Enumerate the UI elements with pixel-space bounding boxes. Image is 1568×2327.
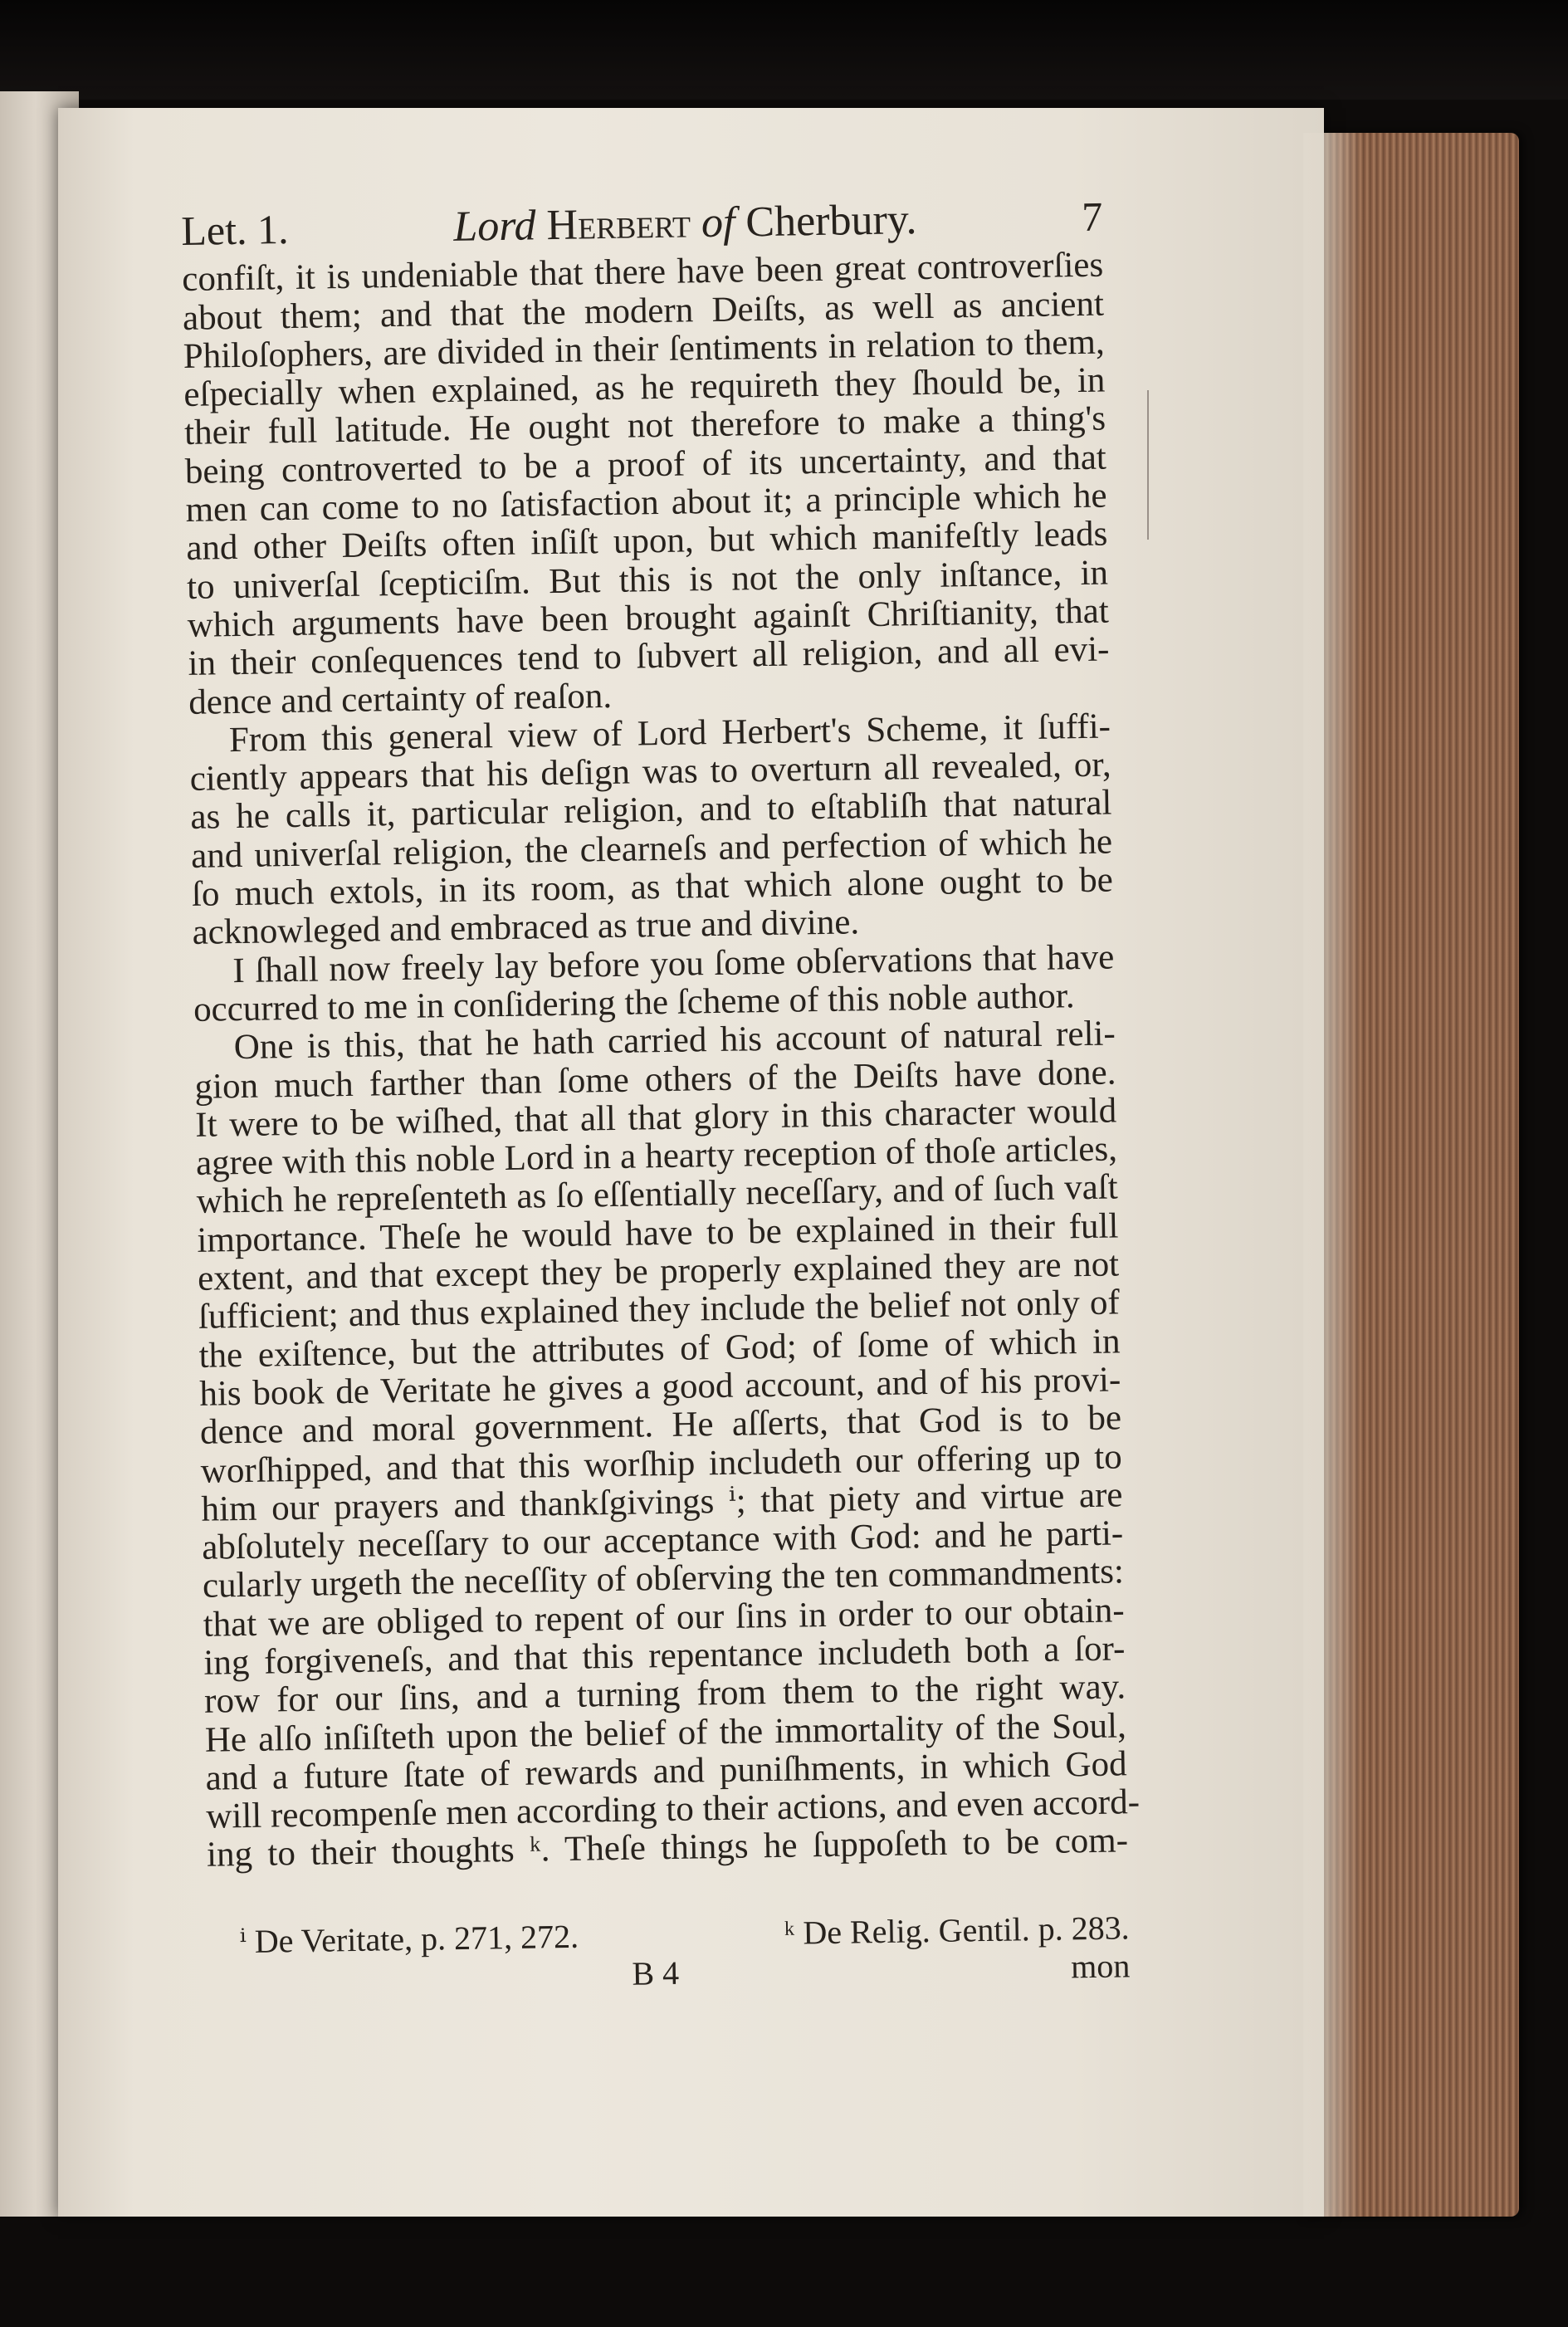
text-line: ing forgiveneſs, and that this repentance includeth both a ſor- <box>203 1629 1126 1683</box>
text-line: dence and certainty of reaſon. <box>188 676 613 722</box>
text-line: ſufficient; and thus explained they include the belief not only of <box>198 1283 1121 1337</box>
text-line: and other Deiſts often inſiſt upon, but which manifeſtly leads <box>186 514 1108 569</box>
text-line: dence and moral government. He aſſerts, that God is to be <box>199 1398 1122 1453</box>
text-line: He alſo inſiſteth upon the belief of the immortality of the Soul, <box>204 1705 1127 1760</box>
running-head-cherbury: Cherbury. <box>745 196 917 247</box>
text-line: in their conſequences tend to ſubvert all religion, and all evi- <box>188 629 1110 684</box>
running-head-herbert: Herbert <box>546 199 691 250</box>
text-line: From this general view of Lord Herbert's Scheme, it ſuffi- <box>228 706 1111 760</box>
running-head-lord: Lord <box>452 202 536 251</box>
page-number: 7 <box>1081 193 1103 240</box>
text-line: acknowleged and embraced as true and divine. <box>192 902 860 953</box>
page-edge-shade <box>1303 133 1361 2217</box>
text-line: eſpecially when explained, as he requireth they ſhould be, in <box>183 360 1106 415</box>
text-line: cularly urgeth the neceſſity of obſerving the ten commandments: <box>202 1552 1125 1606</box>
text-line: It were to be wiſhed, that all that glory in this character would <box>194 1091 1117 1145</box>
text-line: ſo much extols, in its room, as that which alone ought to be <box>191 860 1114 914</box>
text-line: that we are obliged to repent of our ſins in order to our obtain- <box>203 1591 1125 1645</box>
text-line: ciently appears that his deſign was to overturn all revealed, or, <box>189 745 1111 799</box>
text-line: to univerſal ſcepticiſm. But this is not the only inſtance, in <box>186 553 1109 607</box>
running-head-title <box>452 196 917 251</box>
text-line: occurred to me in conſidering the ſcheme of this noble author. <box>193 976 1075 1029</box>
text-line: agree with this noble Lord in a hearty reception of thoſe articles, <box>195 1129 1118 1183</box>
signature-mark: B 4 <box>632 1953 680 1992</box>
text-line: row for our ſins, and a turning from them to the right way. <box>203 1667 1126 1722</box>
text-line: One is this, that he hath carried his account of natural reli- <box>233 1014 1116 1068</box>
text-line: and a future ſtate of rewards and puniſhments, in which God <box>205 1744 1127 1798</box>
text-line: him our prayers and thankſgivings ⁱ; that piety and virtue are <box>201 1475 1123 1529</box>
text-line: will recompenſe men according to their actions, and even accord- <box>206 1782 1141 1836</box>
text-line: their full latitude. He ought not therefore to make a thing's <box>183 399 1106 453</box>
text-line: confiſt, it is undeniable that there have been great controverſies <box>181 245 1104 300</box>
text-line: as he calls it, particular religion, and to eſtabliſh that natural <box>190 783 1112 838</box>
text-line: his book de Veritate he gives a good account, and of his provi- <box>199 1360 1121 1414</box>
text-line: about them; and that the modern Deiſts, as well as ancient <box>182 284 1105 338</box>
text-line: the exiſtence, but the attributes of God; of ſome of which in <box>198 1322 1121 1376</box>
text-line: worſhipped, and that this worſhip includeth our offering up to <box>200 1436 1123 1491</box>
text-line: I ſhall now freely lay before you ſome obſervations that have <box>232 937 1115 990</box>
text-line: abſolutely neceſſary to our acceptance with God: and he parti- <box>201 1513 1124 1567</box>
text-line: extent, and that except they be properly explained they are not <box>197 1244 1120 1298</box>
text-line: ing to their thoughts ᵏ. Theſe things he ſuppoſeth to be com- <box>206 1821 1129 1875</box>
text-line: being controverted to be a proof of its uncertainty, and that <box>184 438 1107 491</box>
text-line: gion much farther than ſome others of the Deiſts have done. <box>194 1052 1116 1107</box>
footnote-i: ⁱ De Veritate, p. 271, 272. <box>239 1917 579 1960</box>
running-head-of: of <box>701 198 735 247</box>
text-line: importance. Theſe he would have to be explained in their full <box>197 1206 1119 1260</box>
text-line: which arguments have been brought againſt Chriſtianity, that <box>187 591 1110 645</box>
catchword: mon <box>1070 1947 1131 1986</box>
footnote-k: ᵏ De Relig. Gentil. p. 283. <box>784 1909 1130 1952</box>
margin-pencil-mark <box>1147 390 1154 540</box>
text-line: and univerſal religion, the clearneſs and perfection of which he <box>190 822 1113 876</box>
text-line: Philoſophers, are divided in their ſentiments in relation to them, <box>183 322 1105 376</box>
body-text <box>181 245 1141 1875</box>
text-line: which he repreſenteth as ſo eſſentially neceſſary, and of ſuch vaſt <box>196 1167 1118 1222</box>
page-text-block <box>180 193 1141 2001</box>
text-line: men can come to no ſatisfaction about it; a principle which he <box>185 476 1107 530</box>
background-top <box>0 0 1568 100</box>
running-head-left: Let. 1. <box>180 205 289 254</box>
